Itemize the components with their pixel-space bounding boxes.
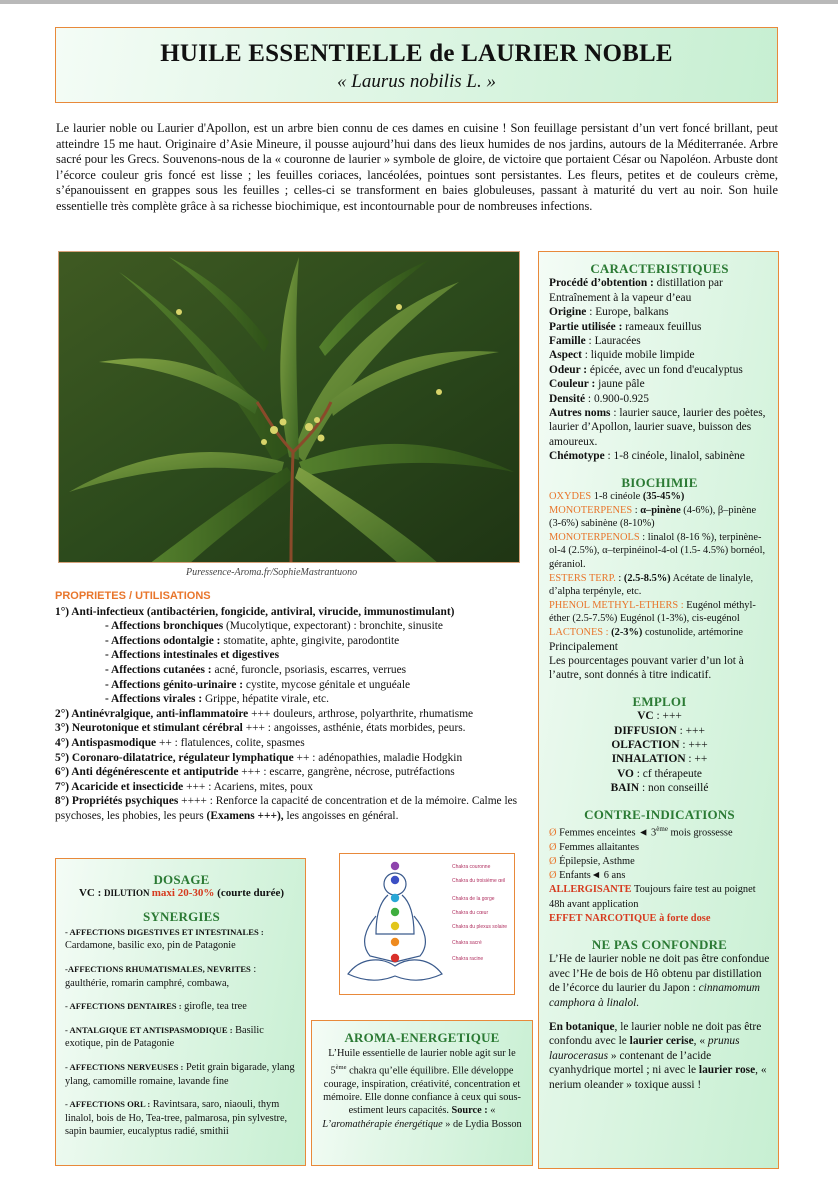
emploi-row: OLFACTION : +++: [611, 739, 708, 752]
sub-list: [55, 619, 525, 707]
carac-row: Partie utilisée : rameaux feuillus: [549, 320, 702, 333]
carac-row: Chémotype : 1-8 cinéole, linalol, sabinène: [549, 450, 745, 463]
synergy-item: -AFFECTIONS RHUMATISMALES, NEVRITES : gaulthérie, romarin camphré, combawa,: [65, 963, 257, 989]
sub-item: - Affections virales : Grippe, hépatite virale, etc.: [105, 693, 329, 706]
carac-row: Famille : Lauracées: [549, 335, 641, 348]
sub-item: - Affections cutanées : acné, furoncle, psoriasis, escarres, verrues: [105, 663, 407, 676]
chakra-label: Chakra du troisième œil: [452, 878, 506, 884]
dosage-heading: DOSAGE: [153, 872, 210, 887]
chakra-dot: [391, 922, 399, 930]
chakra-dot: [391, 938, 399, 946]
emploi-row: VC : +++: [637, 710, 682, 723]
carac-row: Origine : Europe, balkans: [549, 306, 669, 319]
emploi-row: BAIN : non conseillé: [610, 782, 709, 795]
chakra-label: Chakra couronne: [452, 864, 491, 870]
synergy-item: - AFFECTIONS NERVEUSES : Petit grain bigarade, ylang ylang, camomille romaine, lavande fine: [65, 1061, 295, 1087]
sub-item: - Affections bronchiques (Mucolytique, expectorant) : bronchite, sinusite: [105, 620, 443, 633]
carac-row: Couleur : jaune pâle: [549, 378, 645, 391]
dosage-panel: [55, 858, 306, 1166]
synergy-item: - AFFECTIONS DENTAIRES : girofle, tea tree: [65, 1001, 247, 1013]
right-panel: [538, 251, 779, 1169]
carac-row: Densité : 0.900-0.925: [549, 392, 649, 405]
synergies-heading: SYNERGIES: [143, 909, 220, 925]
ci-item: Ø Épilepsie, Asthme: [549, 855, 635, 867]
carac-row: Odeur : épicée, avec un fond d'eucalyptus: [549, 363, 743, 376]
ne-pas-confondre-heading: NE PAS CONFONDRE: [591, 936, 728, 952]
emploi-row: VO : cf thérapeute: [617, 767, 702, 780]
npc-p1: L’He de laurier noble ne doit pas être confondue avec l’He de bois de Hô obtenu par distillation de l’écorce du laurier du Japon : cinnamomum camphora à linalol.: [549, 953, 770, 1009]
synergy-item: - AFFECTIONS DIGESTIVES ET INTESTINALES : Cardamone, basilic exo, pin de Patagonie: [65, 926, 264, 952]
chakra-label: Chakra sacré: [452, 940, 482, 946]
biochimie-list: [549, 490, 770, 640]
bio-row: LACTONES : (2-3%) costunolide, artémorine: [549, 627, 744, 639]
carac-row: Autres noms : laurier sauce, laurier des poètes, laurier d’Apollon, laurier suave, buisson des amoureux.: [549, 407, 766, 448]
emploi-heading: EMPLOI: [632, 693, 687, 709]
bio-row: OXYDES 1-8 cinéole (35-45%): [549, 491, 685, 503]
biochimie-heading: BIOCHIMIE: [621, 474, 698, 490]
chakra-label: Chakra de la gorge: [452, 896, 495, 902]
synergies-list: [65, 926, 298, 1139]
ci-list: [549, 822, 770, 926]
title-panel: [55, 27, 778, 103]
chakra-dot: [391, 894, 399, 902]
propriete-4: 4°) Antispasmodique ++ : flatulences, colite, spasmes: [55, 736, 305, 749]
chakra-label: Chakra du plexus solaire: [452, 924, 508, 930]
bio-row: MONOTERPENOLS : linalol (8-16 %), terpinène-ol-4 (2.5%), α–terpinéinol-4-ol (1.5- 4.5%) bornéol, géraniol.: [549, 531, 766, 571]
emploi-list: [549, 709, 770, 795]
propriete-3: 3°) Neurotonique et stimulant cérébral +++ : angoisses, asthénie, états morbides, peurs.: [55, 722, 466, 735]
carac-row: Aspect : liquide mobile limpide: [549, 349, 695, 362]
bio-principal: Principalement: [549, 640, 618, 653]
chakra-points: [391, 862, 399, 962]
carac-row: Procédé d’obtention : distillation par Entraînement à la vapeur d’eau: [549, 277, 723, 304]
chakra-dot: [391, 908, 399, 916]
contre-indications-heading: CONTRE-INDICATIONS: [584, 806, 735, 822]
chakra-label: Chakra du cœur: [452, 910, 489, 916]
synergy-item: - ANTALGIQUE ET ANTISPASMODIQUE : Basilic exotique, pin de Patagonie: [65, 1024, 264, 1050]
sub-item: - Affections génito-urinaire : cystite, mycose génitale et unguéale: [105, 678, 411, 691]
aroma-text: L’Huile essentielle de laurier noble agit sur le 5ème chakra qu’elle équilibre. Elle développe courage, inspiration, créativité, concentration et mémoire. Elle donne confiance à ceux qui sous-estiment leurs capacités. Source : « L’aromathérapie énergétique » de Lydia Bosson: [322, 1048, 522, 1130]
sub-item: - Affections odontalgie : stomatite, aphte, gingivite, parodontite: [105, 634, 400, 647]
bio-row: MONOTERPENES : α–pinène (4-6%), β–pinène (3-6%) sabinène (8-10%): [549, 504, 757, 530]
propriete-7: 7°) Acaricide et insecticide +++ : Acariens, mites, poux: [55, 780, 313, 793]
latin-name: « Laurus nobilis L. »: [337, 71, 496, 92]
bio-note: Les pourcentages pouvant varier d’un lot à l’autre, sont donnés à titre indicatif.: [549, 655, 744, 682]
emploi-row: INHALATION : ++: [611, 753, 708, 766]
propriete-2: 2°) Antinévralgique, anti-inflammatoire +++ douleurs, arthrose, polyarthrite, rhumatisme: [55, 707, 474, 720]
ci-item: Ø Enfants◄ 6 ans: [549, 870, 626, 882]
chakra-dot: [391, 862, 399, 870]
proprietes-heading: PROPRIETES / UTILISATIONS: [55, 590, 211, 602]
npc-p2: En botanique, le laurier noble ne doit pas être confondu avec le laurier cerise, « prunus laurocerasus » contenant de l’acide cyanhydrique mortel ; ni avec le laurier rose, « nerium oleander » toxique aussi !: [549, 1021, 767, 1091]
photo-credit: Puressence-Aroma.fr/SophieMastrantuono: [186, 567, 358, 578]
synergy-item: - AFFECTIONS ORL : Ravintsara, saro, niaouli, thym linalol, bois de Ho, Tea-tree, palmarosa, pin sylvestre, sapin baumier, eucalyptus radié, smithii: [65, 1099, 288, 1138]
ci-item: Ø Femmes allaitantes: [549, 841, 640, 853]
aroma-heading: AROMA-ENERGETIQUE: [344, 1030, 500, 1045]
intro-paragraph: Le laurier noble ou Laurier d'Apollon, est un arbre bien connu de ces dames en cuisine ! Son feuillage persistant d’un vert foncé brillant, peut atteindre 15 me haut. Originaire d’Asie Mineure, il pousse aujourd’hui dans des lieux humides de nos jardins, autours de la Méditerranée. Arbre sacré pour les Grecs. Souvenons-nous de la « couronne de laurier » symbole de gloire, de victoire que portaient César ou Napoléon. Arbuste dont l’écorce couleur gris foncé est lisse ; les feuilles coriaces, lancéolées, pointues sont persistantes. Les fleurs, petites et de couleurs crème, s’épanouissent en grappes sous les feuilles ; celles-ci se transforment en baies globuleuses, passant à maturité du vert au noir. Son huile essentielle très complète grâce à sa richesse biochimique, est incontournable pour de nombreuses infections.: [56, 121, 778, 213]
caracteristiques-list: [549, 276, 770, 463]
meditating-figure-icon: [340, 854, 514, 994]
bio-row: ESTERS TERP. : (2.5-8.5%) Acétate de linalyle, d’alpha terpényle, etc.: [549, 572, 754, 598]
ci-narcotique: EFFET NARCOTIQUE à forte dose: [549, 912, 711, 924]
laurel-leaves-image: [59, 252, 520, 563]
page-title: HUILE ESSENTIELLE de LAURIER NOBLE: [160, 40, 673, 67]
proprietes-section: [55, 589, 525, 824]
ci-allergisante: ALLERGISANTE Toujours faire test au poignet 48h avant application: [549, 884, 756, 910]
dosage-line: VC : DILUTION maxi 20-30% (courte durée): [78, 886, 285, 899]
chakra-dot: [391, 876, 399, 884]
chakra-label: Chakra racine: [452, 956, 484, 962]
top-border: [0, 0, 838, 4]
propriete-8: 8°) Propriétés psychiques ++++ : Renforce la capacité de concentration et de la mémoire. Calme les psychoses, les phobies, les peurs (Examens +++), les angoisses en général.: [55, 795, 518, 822]
ci-item: Ø Femmes enceintes ◄ 3ème mois grossesse: [549, 825, 733, 839]
emploi-row: DIFFUSION : +++: [614, 724, 705, 737]
propriete-6: 6°) Anti dégénérescente et antiputride +++ : escarre, gangrène, nécrose, putréfactions: [55, 766, 455, 779]
chakra-dot: [391, 954, 399, 962]
caracteristiques-heading: CARACTERISTIQUES: [590, 261, 729, 276]
propriete-5: 5°) Coronaro-dilatatrice, régulateur lymphatique ++ : adénopathies, maladie Hodgkin: [55, 751, 463, 764]
propriete-1: 1°) Anti-infectieux (antibactérien, fongicide, antiviral, virucide, immunostimulant): [55, 605, 455, 618]
chakra-illustration: [339, 853, 515, 995]
laurel-photo: [58, 251, 520, 563]
bio-row: PHENOL METHYL-ETHERS : Eugénol méthyl-éther (2.5-7.5%) Eugénol (1-3%), cis-eugénol: [549, 599, 756, 625]
aroma-panel: [311, 1020, 533, 1166]
sub-item: - Affections intestinales et digestives: [105, 649, 279, 662]
